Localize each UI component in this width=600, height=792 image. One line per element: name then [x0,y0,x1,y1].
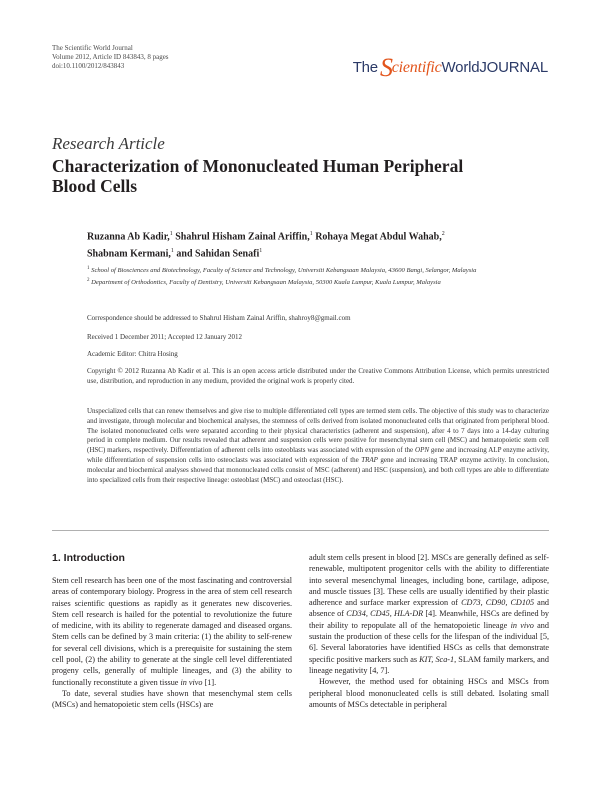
body-text: and sustain the production of these cells for the lifespan of the individual [5, 6]. Several laboratories have identified HSCs as cells that demonstrate specific positive markers such as [309,620,549,664]
logo-the: The [352,59,378,76]
body-italic: CD34, CD45, HLA-DR [346,609,424,619]
body-text: , SLAM family markers, and lineage negativity [4, 7]. [309,654,549,675]
logo-cientific: cientific [391,59,442,76]
article-type: Research Article [52,134,165,153]
body-text: adult stem cells present in blood [2]. MSCs are generally defined as self-renewable, multipotent progenitor cells with the ability to differentiate into several mesenchymal lineages, including bone, cartilage, adipose, and muscle tissues [3]. These cells are usually identified by their plastic adherence and surface marker expression of [309,553,549,608]
academic-editor: Academic Editor: Chitra Hosing [87,350,178,358]
author-name: Shabnam Kermani, [87,248,171,260]
paper-title: Characterization of Mononucleated Human Peripheral Blood Cells [52,156,464,196]
affiliation-text: School of Biosciences and Biotechnology, Faculty of Science and Technology, Universiti Kebangsaan Malaysia, 43600 Bangi, Selangor, Malaysia [91,267,477,275]
logo-world-journal: WorldJOURNAL [441,59,548,76]
correspondence: Correspondence should be addressed to Shahrul Hisham Zainal Ariffin, shahroy8@gmail.com [87,314,351,322]
section-heading: 1. Introduction [52,552,125,564]
abstract-text: Unspecialized cells that can renew themselves and give rise to multiple differentiated cell types are termed stem cells. The objective of this study was to characterize and investigate, through molecular and biochemical analyses, the stemness of cells derived from isolated mononucleated cells that originated from peripheral blood. The isolated mononucleated cells were separated according to their physical characteristics (adherent and suspension), after 4 to 7 days into a 14-day culturing period in complete medium. Our results revealed that adherent and suspension cells were positive for mesenchymal stem cell (MSC) and hematopoietic stem cell (HSC) markers, respectively. Differentiation of adherent cells into osteoblasts was associated with expression of the [87,407,549,455]
abstract-text: gene and increasing ALP enzyme activity, while differentiation of suspension cells into osteoclasts was associated with expression of the [87,446,550,464]
author-affiliation: 1 [169,231,173,237]
body-paragraph [52,575,292,688]
body-paragraph: To date, several studies have shown that mesenchymal stem cells (MSCs) and hematopoietic stem cells (HSCs) are [52,688,292,710]
journal-doi: doi:10.1100/2012/843843 [52,62,125,70]
affiliation-number: 2 [87,277,90,283]
journal-name: The Scientific World Journal [52,44,133,52]
journal-volume: Volume 2012, Article ID 843843, 8 pages [52,53,169,61]
affiliation-2 [87,276,547,288]
body-italic: KIT, Sca-1 [419,654,455,664]
body-italic: CD73, CD90, CD105 [461,598,535,608]
copyright-notice: Copyright © 2012 Ruzanna Ab Kadir et al. This is an open access article distributed under the Creative Commons Attribution License, which permits unrestricted use, distribution, and reproduction in any medium, provided the original work is properly cited. [87,367,549,385]
section-divider [52,530,549,531]
author-name: Ruzanna Ab Kadir, [87,231,170,243]
author-affiliation: 1 [309,231,313,237]
body-italic: in vivo [180,677,203,687]
body-column-right [309,552,549,710]
author-affiliation: 1 [259,248,263,255]
logo-s: S [379,53,393,82]
body-text: Stem cell research has been one of the most fascinating and controversial areas of contemporary biology. Progress in the area of stem cell research raises scientific questions as rapidly as it generates new discoveries. Stem cell research is hailed for the potential to revolutionize the future of medicine, with its ability to regenerate damaged and diseased organs. Stem cells can be defined by 3 main criteria: (1) the ability to self-renew for several cell divisions, which is a prerequisite for sustaining the stem cell pool, (2) the ability to generate at the single cell level differentiated progeny cells, generally of multiple lineages, and (3) the ability to functionally reconstitute a given tissue [52,576,292,687]
author-name: Shahrul Hisham Zainal Ariffin, [172,231,310,243]
author-affiliation: 1 [170,248,174,255]
abstract [87,407,549,485]
gene-name: OPN [415,446,430,455]
body-italic: in vivo [510,620,534,630]
abstract-text: gene and increasing TRAP enzyme activity. In conclusion, molecular and biochemical analyses showed that mononucleated cells consist of MSC (adherent) and HSC (suspension), and both cell types are able to differentiate into specialized cells from their respective lineage: osteoblast (MSC) and osteoclast (HSC). [87,455,550,484]
journal-logo [352,49,548,82]
body-text: [4]. Meanwhile, HSCs are defined by their ability to repopulate all of the hematopoietic lineage [309,609,550,630]
author-name: Rohaya Megat Abdul Wahab, [312,231,442,243]
affiliation-number: 1 [87,266,90,271]
affiliations [87,264,547,287]
body-paragraph [309,552,549,676]
author-list [87,227,547,262]
received-date: Received 1 December 2011; Accepted 12 January 2012 [87,333,243,341]
body-paragraph: However, the method used for obtaining HSCs and MSCs from peripheral blood mononucleated cells is still debated. Isolating small amounts of MSCs detectable in peripheral [309,677,549,709]
author-affiliation: 2 [441,231,445,237]
body-text: and absence of [309,598,550,619]
journal-meta [52,44,169,71]
affiliation-text: Department of Orthodontics, Faculty of Dentistry, Universiti Kebangsaan Malaysia, 50300 Kuala Lumpur, Kuala Lumpur, Malaysia [91,278,441,286]
gene-name: TRAP [361,455,378,464]
affiliation-1 [87,264,547,276]
body-column-left [52,575,292,711]
author-name: and Sahidan Senafi [173,248,260,260]
body-text: [1]. [202,677,217,687]
